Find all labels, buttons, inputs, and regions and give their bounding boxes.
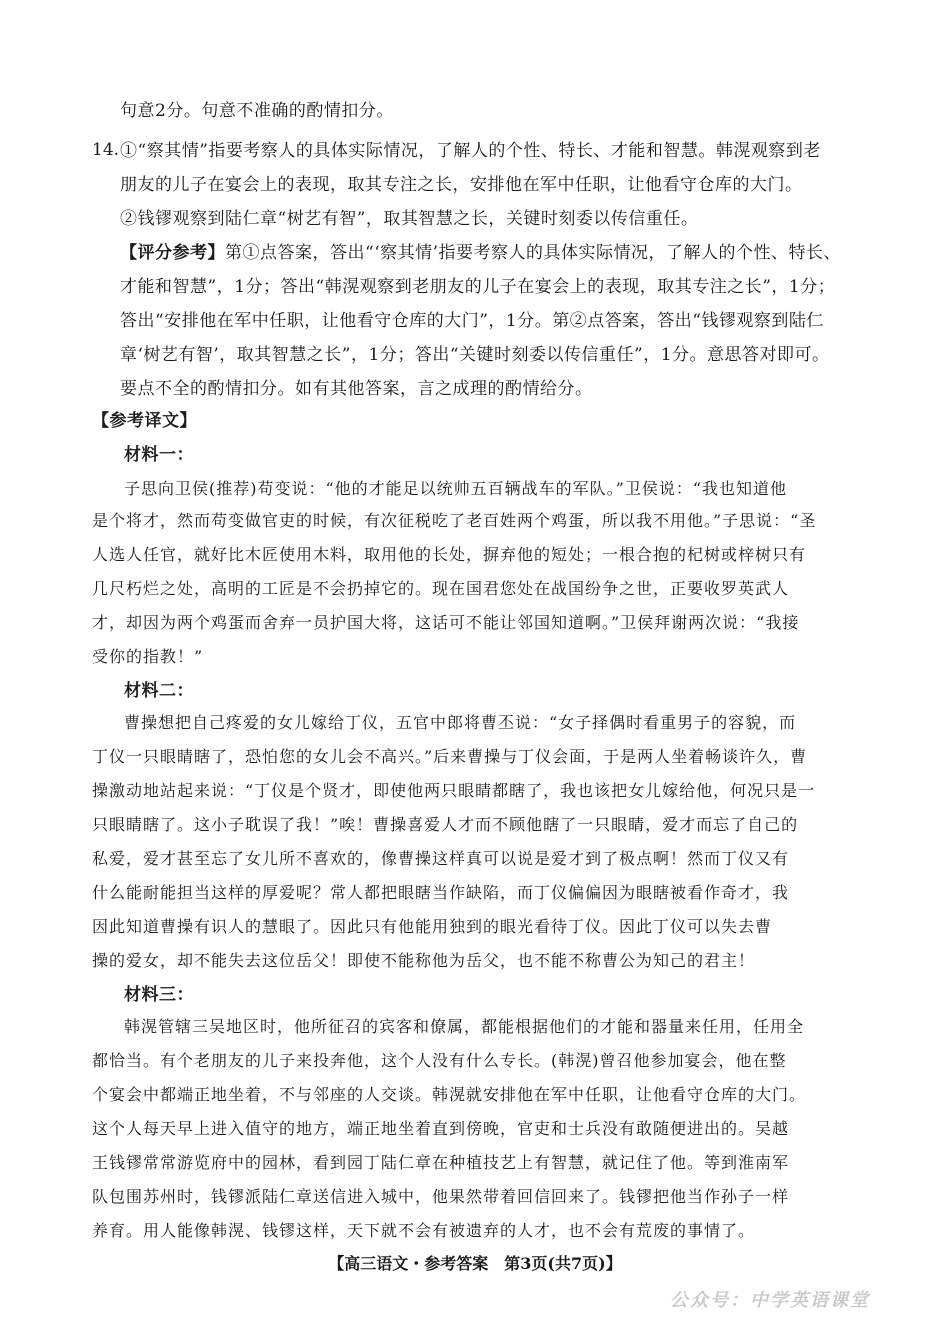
material3-line: 队包围苏州时，钱镠派陆仁章送信进入城中，他果然带着回信回来了。钱镠把他当作孙子一样 bbox=[92, 1187, 790, 1206]
q14-line: ①“察其情”指要考察人的具体实际情况，了解人的个性、特长、才能和智慧。韩滉观察到老 bbox=[120, 141, 821, 161]
q14-line: ②钱镠观察到陆仁章“树艺有智”，取其智慧之长，关键时刻委以传信重任。 bbox=[120, 209, 699, 229]
page-footer: 【高三语文・参考答案 第3页(共7页)】 bbox=[328, 1254, 622, 1273]
q14-number: 14. bbox=[92, 140, 120, 160]
material2-line: 丁仪一只眼睛瞎了，恐怕您的女儿会不高兴。”后来曹操与丁仪会面，于是两人坐着畅谈许久，曹 bbox=[92, 747, 808, 766]
material1-title: 材料一： bbox=[124, 445, 194, 465]
material2-line: 私爱，爱才甚至忘了女儿所不喜欢的，像曹操这样真可以说是爱才到了极点啊！然而丁仪又有 bbox=[92, 849, 790, 868]
material3-line: 王钱镠常常游览府中的园林，看到园丁陆仁章在种植技艺上有智慧，就记住了他。等到淮南军 bbox=[92, 1153, 790, 1172]
material2-line: 操激动地站起来说：“丁仪是个贤才，即使他两只眼睛都瞎了，我也该把女儿嫁给他，何况只是一 bbox=[92, 781, 816, 800]
material1-line: 几尺朽烂之处，高明的工匠是不会扔掉它的。现在国君您处在战国纷争之世，正要收罗英武人 bbox=[92, 579, 790, 598]
material1-line: 是个将才，然而苟变做官吏的时候，有次征税吃了老百姓两个鸡蛋，所以我不用他。”子思说：“圣 bbox=[92, 511, 817, 530]
material3-line: 这个人每天早上进入值守的地方，端正地坐着直到傍晚，官吏和士兵没有敢随便进出的。吴越 bbox=[92, 1119, 790, 1138]
material1-line: 子思向卫侯(推荐)苟变说：“他的才能足以统帅五百辆战车的军队。”卫侯说：“我也知道他 bbox=[124, 479, 788, 498]
material1-line: 才，却因为两个鸡蛋而舍弃一员护国大将，这话可不能让邻国知道啊。”卫侯拜谢两次说：“我接 bbox=[92, 613, 800, 632]
scoring-line: 答出“安排他在军中任职，让他看守仓库的大门”，1分。第②点答案，答出“钱镠观察到陆仁 bbox=[120, 311, 824, 331]
material3-line: 养育。用人能像韩滉、钱镠这样，天下就不会有被遗弃的人才，也不会有荒废的事情了。 bbox=[92, 1221, 756, 1240]
material3-line: 韩滉管辖三吴地区时，他所征召的宾客和僚属，都能根据他们的才能和器量来任用，任用全 bbox=[124, 1017, 805, 1036]
material2-line: 曹操想把自己疼爱的女儿嫁给丁仪，五官中郎将曹丕说：“女子择偶时看重男子的容貌，而 bbox=[124, 713, 797, 732]
q13-tail: 句意2分。句意不准确的酌情扣分。 bbox=[120, 101, 394, 121]
material2-line: 只眼睛瞎了。这小子耽误了我！”唉！曹操喜爱人才而不顾他瞎了一只眼睛，爱才而忘了自己的 bbox=[92, 815, 799, 834]
watermark: 公众号：中学英语课堂 bbox=[670, 1290, 870, 1311]
scoring-label: 【评分参考】 bbox=[120, 243, 225, 263]
scoring-line: 要点不全的酌情扣分。如有其他答案，言之成理的酌情给分。 bbox=[120, 379, 593, 399]
scoring-line: 章‘树艺有智’，取其智慧之长”，1分；答出“关键时刻委以传信重任”，1分。意思答对即可。 bbox=[120, 345, 830, 365]
material1-line: 人选人任官，就好比木匠使用木料，取用他的长处，摒弃他的短处；一根合抱的杞树或梓树只有 bbox=[92, 545, 807, 564]
material2-title: 材料二： bbox=[124, 681, 194, 701]
scoring-line: 才能和智慧”，1分；答出“韩滉观察到老朋友的儿子在宴会上的表现，取其专注之长”，1分； bbox=[120, 277, 836, 297]
material2-line: 因此知道曹操有识人的慧眼了。因此只有他能用独到的眼光看待丁仪。因此丁仪可以失去曹 bbox=[92, 917, 773, 936]
q14-line: 朋友的儿子在宴会上的表现，取其专注之长，安排他在军中任职，让他看守仓库的大门。 bbox=[120, 175, 803, 195]
material3-line: 个宴会中都端正地坐着，不与邻座的人交谈。韩滉就安排他在军中任职，让他看守仓库的大门。 bbox=[92, 1085, 807, 1104]
material2-line: 操的爱女，却不能失去这位岳父！即使不能称他为岳父，也不能不称曹公为知己的君主！ bbox=[92, 951, 756, 970]
scoring-text: 第①点答案，答出“‘察其情’指要考察人的具体实际情况，了解人的个性、特长、 bbox=[225, 243, 841, 263]
translation-heading: 【参考译文】 bbox=[92, 411, 197, 431]
material1-line: 受你的指教！” bbox=[92, 647, 204, 666]
material3-title: 材料三： bbox=[124, 985, 194, 1005]
material3-line: 都恰当。有个老朋友的儿子来投奔他，这个人没有什么专长。(韩滉)曾召他参加宴会，他在整 bbox=[92, 1051, 787, 1070]
scoring-first-line bbox=[120, 242, 841, 264]
material2-line: 什么能耐能担当这样的厚爱呢？常人都把眼瞎当作缺陷，而丁仪偏偏因为眼瞎被看作奇才，我 bbox=[92, 883, 790, 902]
